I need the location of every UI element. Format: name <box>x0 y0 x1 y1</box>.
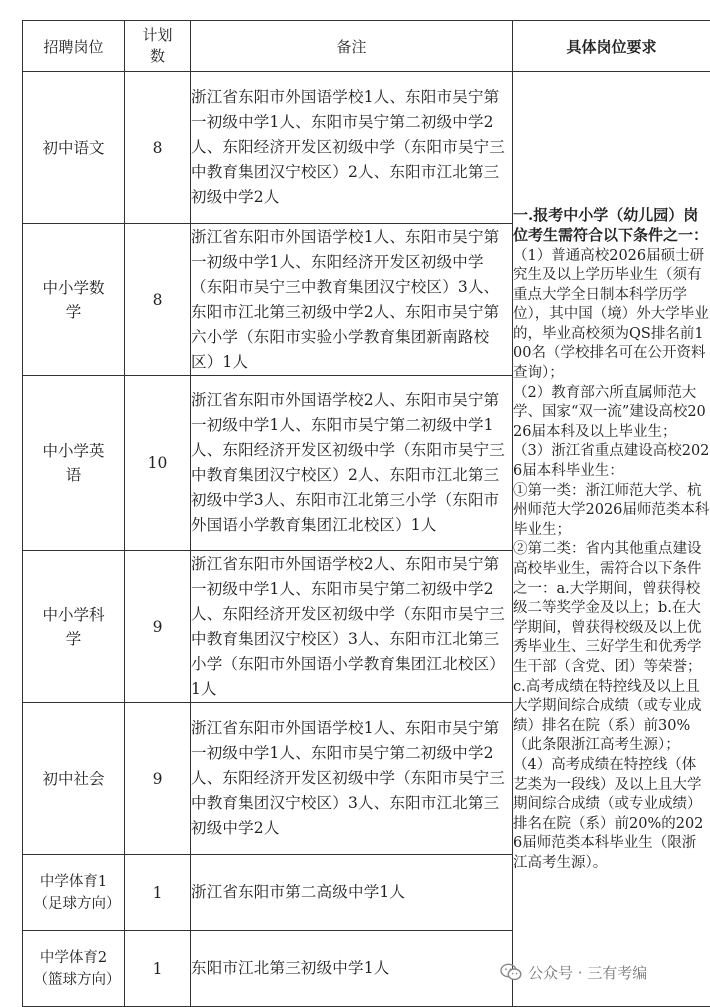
plan-cell: 1 <box>125 855 191 931</box>
note-cell: 浙江省东阳市外国语学校1人、东阳市吴宁第一初级中学1人、东阳市吴宁第二初级中学2人、东阳经济开发区初级中学（东阳市吴宁三中教育集团汉宁校区）2人、东阳市江北第三初级中学2人 <box>191 72 513 224</box>
position-cell: 初中社会 <box>23 703 125 855</box>
header-note: 备注 <box>191 21 513 72</box>
requirement-item: （2）教育部六所直属师范大学、国家“双一流”建设高校2026届本科及以上毕业生； <box>513 384 710 443</box>
header-requirements: 具体岗位要求 <box>513 21 710 72</box>
position-text: 中小学英语 <box>42 439 106 487</box>
plan-cell: 8 <box>125 72 191 224</box>
requirement-item: ①第一类：浙江师范大学、杭州师范大学2026届师范类本科毕业生； <box>513 482 710 541</box>
plan-cell: 9 <box>125 703 191 855</box>
position-text: 中小学科学 <box>42 603 106 651</box>
position-cell <box>23 931 125 1007</box>
watermark-text: 公众号 · 三有考编 <box>528 962 647 983</box>
requirement-item: ②第二类：省内其他重点建设高校毕业生，需符合以下条件之一：a.大学期间，曾获得校级二等奖学金及以上；b.在大学期间，曾获得校级及以上优秀毕业生、三好学生和优秀学生干部（含党、团）等荣誉；c.高考成绩在特控线及以上且大学期间综合成绩（或专业成绩）排名在院（系）前30%（此条限浙江高考生源）； <box>513 540 710 756</box>
requirement-item: （3）浙江省重点建设高校2026届本科毕业生： <box>513 442 710 481</box>
position-cell: 初中语文 <box>23 72 125 224</box>
recruitment-table <box>22 20 710 1007</box>
position-cell <box>23 551 125 703</box>
position-cell <box>23 376 125 551</box>
position-text: 中小学数学 <box>42 276 106 324</box>
position-text: 中学体育1（足球方向） <box>34 871 114 915</box>
table-header-row <box>23 21 710 72</box>
position-cell <box>23 224 125 376</box>
requirements-cell <box>513 72 710 1007</box>
header-plan <box>125 21 191 72</box>
plan-cell: 9 <box>125 551 191 703</box>
requirement-item: （4）高考成绩在特控线（体艺类为一段线）及以上且大学期间综合成绩（或专业成绩）排名在院（系）前20%的2026届师范类本科毕业生（限浙江高考生源）。 <box>513 756 710 874</box>
note-cell: 浙江省东阳市外国语学校1人、东阳市吴宁第一初级中学1人、东阳市吴宁第二初级中学2人、东阳经济开发区初级中学（东阳市吴宁三中教育集团汉宁校区）3人、东阳市江北第三初级中学2人 <box>191 703 513 855</box>
watermark <box>500 958 647 986</box>
requirement-item: （1）普通高校2026届硕士研究生及以上学历毕业生（须有重点大学全日制本科学历学位），其中国（境）外大学毕业的，毕业高校须为QS排名前100名（学校排名可在公开资料查询）； <box>513 247 710 384</box>
note-cell: 浙江省东阳市外国语学校1人、东阳市吴宁第一初级中学1人、东阳经济开发区初级中学（东阳市吴宁三中教育集团汉宁校区）3人、东阳市江北第三初级中学2人、东阳市吴宁第六小学（东阳市实验小学教育集团新南路校区）1人 <box>191 224 513 376</box>
plan-cell: 10 <box>125 376 191 551</box>
requirements-title: 一.报考中小学（幼儿园）岗位考生需符合以下条件之一： <box>513 205 710 245</box>
note-cell: 浙江省东阳市第二高级中学1人 <box>191 855 513 931</box>
position-text: 中学体育2（篮球方向） <box>34 947 114 991</box>
note-cell: 浙江省东阳市外国语学校2人、东阳市吴宁第一初级中学1人、东阳市吴宁第二初级中学2人、东阳经济开发区初级中学（东阳市吴宁三中教育集团汉宁校区）3人、东阳市江北第三小学（东阳市外国语小学教育集团江北校区）1人 <box>191 551 513 703</box>
header-position: 招聘岗位 <box>23 21 125 72</box>
note-cell: 浙江省东阳市外国语学校2人、东阳市吴宁第一初级中学1人、东阳市吴宁第二初级中学1人、东阳经济开发区初级中学（东阳市吴宁三中教育集团汉宁校区）2人、东阳市江北第三初级中学3人、东阳市江北第三小学（东阳市外国语小学教育集团江北校区）1人 <box>191 376 513 551</box>
note-cell: 东阳市江北第三初级中学1人 <box>191 931 513 1007</box>
wechat-icon <box>500 963 522 981</box>
position-cell <box>23 855 125 931</box>
table-row <box>23 72 710 224</box>
header-plan-text: 计划数 <box>142 25 174 67</box>
plan-cell: 1 <box>125 931 191 1007</box>
plan-cell: 8 <box>125 224 191 376</box>
